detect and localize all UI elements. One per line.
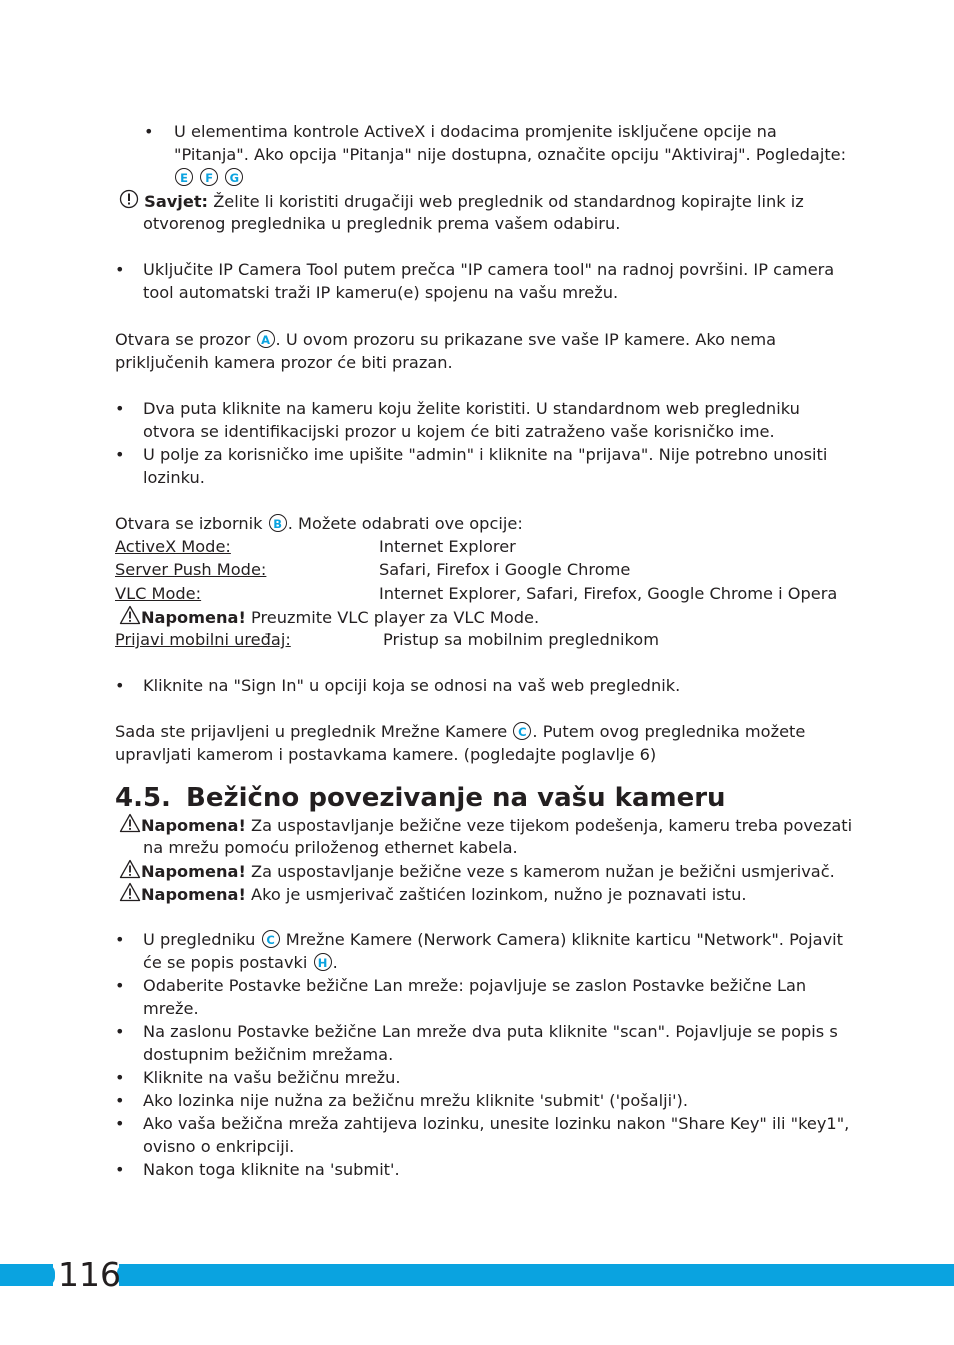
- bullet: •: [115, 676, 125, 695]
- note-label: Napomena!: [141, 885, 246, 904]
- text-line: Nakon toga kliknite na 'submit'.: [143, 1160, 400, 1179]
- text-line: priključenih kamera prozor će biti prazan.: [115, 353, 453, 372]
- marker-h: H: [314, 953, 332, 971]
- mode-label: VLC Mode:: [115, 584, 202, 603]
- mode-value: Internet Explorer: [379, 537, 516, 556]
- text-line: mreže.: [143, 999, 199, 1018]
- section-heading: [115, 782, 726, 814]
- text-span: . Putem ovog preglednika možete: [532, 722, 806, 741]
- text-line: upravljati kamerom i postavkama kamere. (pogledajte poglavlje 6): [115, 745, 657, 764]
- text-span: će se popis postavki: [143, 953, 308, 972]
- section-number: 4.5.: [115, 783, 171, 813]
- warning-icon: [119, 859, 141, 879]
- marker-c: C: [262, 930, 280, 948]
- text-span: Sada ste prijavljeni u preglednik Mrežne Kamere: [115, 722, 508, 741]
- text-line: Uključite IP Camera Tool putem prečca "IP camera tool" na radnoj površini. IP camera: [143, 260, 835, 279]
- bullet: •: [115, 260, 125, 279]
- tip-label: Savjet:: [144, 192, 209, 211]
- tip-line: [119, 189, 804, 213]
- text-line: Ako lozinka nije nužna za bežičnu mrežu kliknite 'submit' ('pošalji').: [143, 1091, 688, 1110]
- note-text: Preuzmite VLC player za VLC Mode.: [251, 608, 540, 627]
- marker-e: E: [175, 168, 193, 186]
- text-line: Kliknite na vašu bežičnu mrežu.: [143, 1068, 401, 1087]
- text-line: Na zaslonu Postavke bežične Lan mreže dva puta kliknite "scan". Pojavljuje se popis s: [143, 1022, 838, 1041]
- bullet: •: [115, 976, 125, 995]
- text-line: lozinku.: [143, 468, 205, 487]
- text-span: Otvara se prozor: [115, 330, 251, 349]
- marker-c: C: [513, 722, 531, 740]
- mode-label: ActiveX Mode:: [115, 537, 231, 556]
- text-line: ovisno o enkripciji.: [143, 1137, 295, 1156]
- bullet: •: [115, 1091, 125, 1110]
- bullet: •: [115, 445, 125, 464]
- note-line: [119, 882, 746, 906]
- text-line: [115, 720, 805, 743]
- note-label: Napomena!: [141, 816, 246, 835]
- text-line: [143, 928, 843, 951]
- text-line: [115, 512, 523, 535]
- text-line: Ako vaša bežična mreža zahtijeva lozinku, unesite lozinku nakon "Share Key" ili "key1",: [143, 1114, 850, 1133]
- marker-f: F: [200, 168, 218, 186]
- mode-value: Safari, Firefox i Google Chrome: [379, 560, 631, 579]
- text-line: U elementima kontrole ActiveX i dodacima promjenite isključene opcije na: [174, 122, 777, 141]
- marker-a: A: [257, 330, 275, 348]
- bullet: •: [144, 122, 154, 141]
- text-line: U polje za korisničko ime upišite "admin" i kliknite na "prijava". Nije potrebno unositi: [143, 445, 828, 464]
- mode-value: Internet Explorer, Safari, Firefox, Google Chrome i Opera: [379, 584, 838, 603]
- marker-g: G: [225, 168, 243, 186]
- text-span: Mrežne Kamere (Nerwork Camera) kliknite karticu "Network". Pojavit: [285, 930, 844, 949]
- marker-b: B: [269, 514, 287, 532]
- bullet: •: [115, 1160, 125, 1179]
- marker-group: [174, 166, 244, 189]
- text-line: Dva puta kliknite na kameru koju želite koristiti. U standardnom web pregledniku: [143, 399, 800, 418]
- note-text: Za uspostavljanje bežične veze tijekom podešenja, kameru treba povezati: [251, 816, 853, 835]
- mode-value: Pristup sa mobilnim preglednikom: [383, 630, 659, 649]
- note-text: Za uspostavljanje bežične veze s kamerom nužan je bežični usmjerivač.: [251, 862, 835, 881]
- warning-icon: [119, 813, 141, 833]
- text-line: na mrežu pomoću priloženog ethernet kabela.: [143, 838, 518, 857]
- text-span: Otvara se izbornik: [115, 514, 263, 533]
- text-line: Odaberite Postavke bežične Lan mreže: pojavljuje se zaslon Postavke bežične Lan: [143, 976, 807, 995]
- note-line: [119, 605, 539, 629]
- note-line: [119, 813, 852, 837]
- text-line: [115, 328, 776, 351]
- page-number: 116: [58, 1255, 121, 1294]
- note-label: Napomena!: [141, 862, 246, 881]
- mode-label: Prijavi mobilni uređaj:: [115, 630, 291, 649]
- warning-icon: [119, 882, 141, 902]
- text-line: dostupnim bežičnim mrežama.: [143, 1045, 394, 1064]
- bullet: •: [115, 1068, 125, 1087]
- warning-icon: [119, 605, 141, 625]
- bullet: •: [115, 399, 125, 418]
- bullet: •: [115, 1022, 125, 1041]
- mode-label: Server Push Mode:: [115, 560, 267, 579]
- note-text: Ako je usmjerivač zaštićen lozinkom, nužno je poznavati istu.: [251, 885, 747, 904]
- text-span: .: [332, 953, 338, 972]
- text-span: . U ovom prozoru su prikazane sve vaše IP kamere. Ako nema: [275, 330, 777, 349]
- text-line: [143, 951, 338, 974]
- text-span: . Možete odabrati ove opcije:: [287, 514, 523, 533]
- text-line: "Pitanja". Ako opcija "Pitanja" nije dostupna, označite opciju "Aktiviraj". Pogledajte:: [174, 145, 847, 164]
- section-title: Bežično povezivanje na vašu kameru: [186, 783, 726, 813]
- text-line: otvorenog preglednika u preglednik prema vašem odabiru.: [143, 214, 621, 233]
- text-line: otvora se identifikacijski prozor u kojem će biti zatraženo vaše korisničko ime.: [143, 422, 775, 441]
- footer-bar: [0, 1264, 954, 1286]
- note-label: Napomena!: [141, 608, 246, 627]
- text-span: U pregledniku: [143, 930, 256, 949]
- bullet: •: [115, 1114, 125, 1133]
- tip-text: Želite li koristiti drugačiji web preglednik od standardnog kopirajte link iz: [213, 192, 804, 211]
- bullet: •: [115, 930, 125, 949]
- text-line: Kliknite na "Sign In" u opciji koja se odnosi na vaš web preglednik.: [143, 676, 681, 695]
- text-line: tool automatski traži IP kameru(e) spojenu na vašu mrežu.: [143, 283, 619, 302]
- note-line: [119, 859, 835, 883]
- info-icon: [119, 189, 139, 209]
